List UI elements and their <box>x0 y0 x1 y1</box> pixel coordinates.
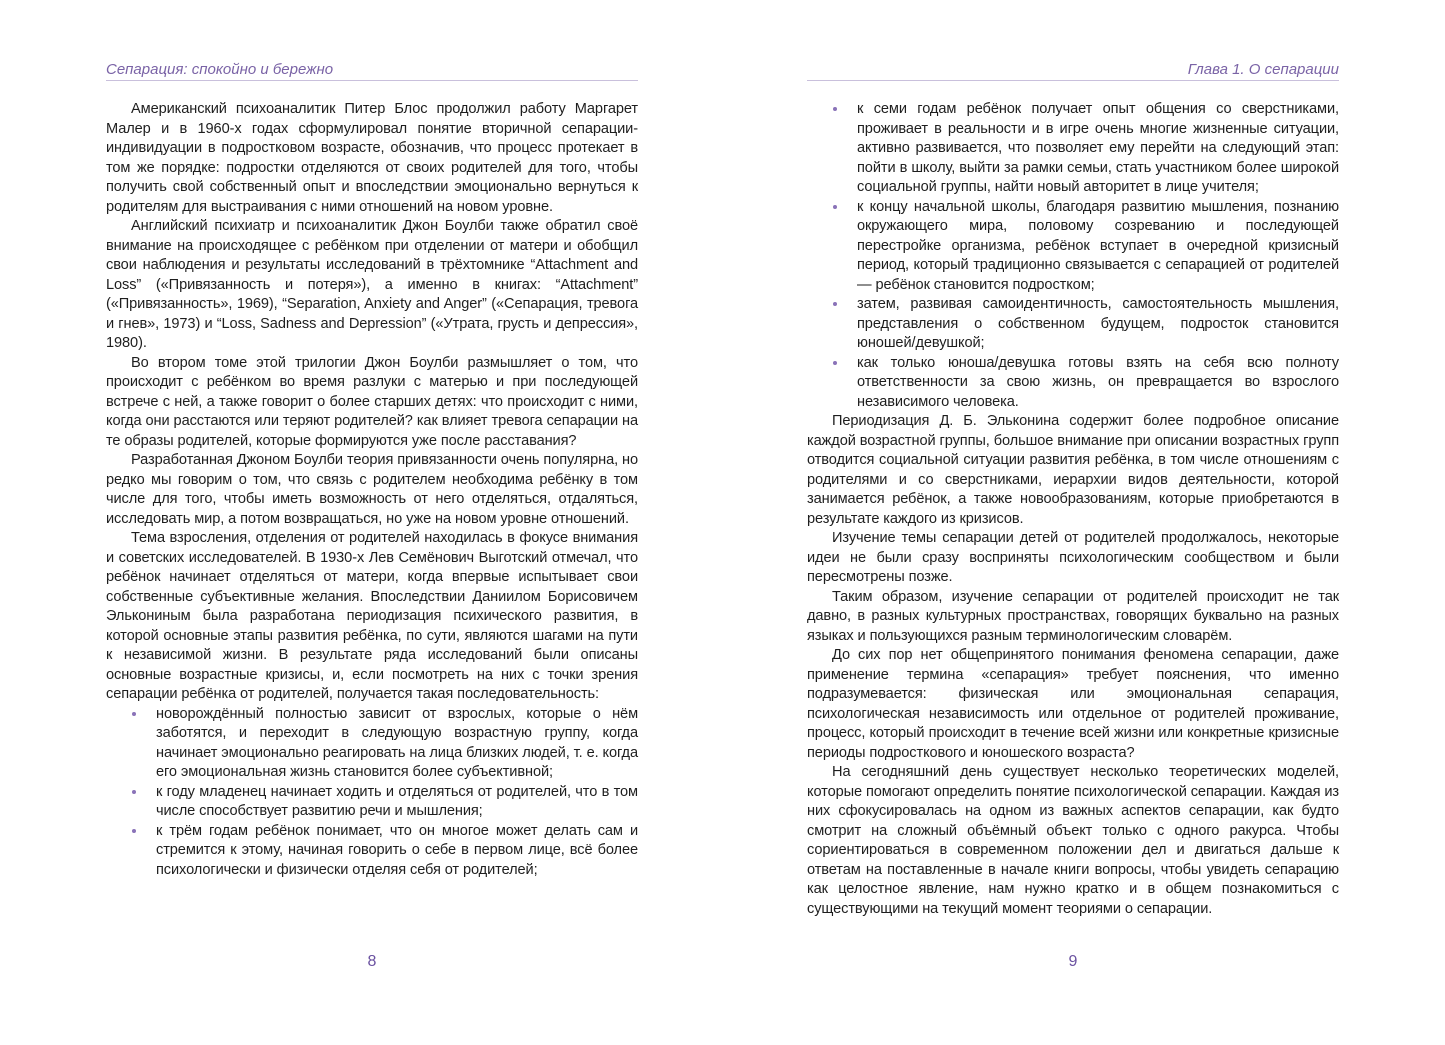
bullet-list <box>106 705 638 881</box>
list-item-text: как только юноша/девушка готовы взять на себя всю полноту ответственности за свою жизнь, он превращается во взрослого независимого человека. <box>857 354 1339 410</box>
right-body-text <box>807 100 1339 919</box>
right-running-head: Глава 1. О сепарации <box>807 60 1339 81</box>
paragraph: Изучение темы сепарации детей от родителей продолжалось, некоторые идеи не были сразу восприняты психологическим сообществом и были пересмотрены позже. <box>807 530 1339 585</box>
left-page-number <box>106 953 638 971</box>
list-item-text: к концу начальной школы, благодаря развитию мышления, познанию окружающего мира, половому созреванию и последующей перестройке организма, ребёнок вступает в очередной кризисный период, который традиционно связывается с сепарацией от родителей — ребёнок становится подростком; <box>857 198 1339 293</box>
list-item <box>106 822 638 881</box>
list-item-text: новорождённый полностью зависит от взрослых, которые о нём заботятся, и переходит в следующую возрастную группу, когда начинает эмоционально реагировать на лица близких людей, т. е. когда его эмоциональная жизнь становится более субъективной; <box>156 705 638 780</box>
left-page <box>106 0 638 1045</box>
paragraph: До сих пор нет общепринятого понимания феномена сепарации, даже применение термина «сепарация» требует пояснения, что именно подразумевается: физическая или эмоциональная сепарация, психологическая независимость или отдельное от родителей проживание, процесс, который происходит в течение всей жизни или конкретные кризисные периоды подросткового и юношеского возраста? <box>807 647 1339 761</box>
paragraph: Периодизация Д. Б. Эльконина содержит более подробное описание каждой возрастной группы, большое внимание при описании возрастных групп отводится социальной ситуации развития ребёнка, в том числе отношениям с родителями и со сверстниками, иерархии видов деятельности, которой занимается ребёнок, а также новообразованиям, которые приобретаются в результате каждого из кризисов. <box>807 413 1339 527</box>
list-item-text: к семи годам ребёнок получает опыт общения со сверстниками, проживает в реальности и в игре очень многие жизненные ситуации, активно развивается, что позволяет ему перейти на следующий этап: пойти в школу, выйти за рамки семьи, стать участником более широкой социальной группы, найти новый авторитет в лице учителя; <box>857 101 1339 195</box>
paragraph: На сегодняшний день существует несколько теоретических моделей, которые помогают определить понятие психологической сепарации. Каждая из них сфокусировалась на одном из важных аспектов сепарации, как будто смотрит на сложный объёмный объект только с одного ракурса. Чтобы сориентироваться в современном положении дел и двигаться дальше к ответам на поставленные в начале книги вопросы, чтобы увидеть сепарацию как целостное явление, нам нужно кратко и в общем познакомиться с существующими на текущий момент теориями о сепарации. <box>807 764 1339 917</box>
list-item-text: к трём годам ребёнок понимает, что он многое может делать сам и стремится к этому, начиная говорить о себе в первом лице, всё более психологически и физически отделяя себя от родителей; <box>156 822 638 878</box>
list-item-text: к году младенец начинает ходить и отделяться от родителей, что в том числе способствует развитию речи и мышления; <box>156 783 638 819</box>
right-page <box>807 0 1339 1045</box>
page-number-value: 8 <box>367 953 377 970</box>
list-item <box>807 100 1339 198</box>
left-running-head: Сепарация: спокойно и бережно <box>106 60 638 81</box>
paragraph: Таким образом, изучение сепарации от родителей происходит не так давно, в разных культурных пространствах, говорящих буквально на разных языках и пользующихся разным терминологическим словарём. <box>807 588 1339 644</box>
right-page-number <box>807 953 1339 971</box>
bullet-dot-icon <box>833 361 837 365</box>
bullet-dot-icon <box>833 107 837 111</box>
list-item <box>807 354 1339 413</box>
paragraph: Во втором томе этой трилогии Джон Боулби размышляет о том, что происходит с ребёнком во время разлуки с матерью и при последующей встрече с ней, а также говорит о более старших детях: что происходит с ними, когда они расстаются или теряют родителей? как влияет тревога сепарации на те образы родителей, которые формируются уже после расставания? <box>106 354 638 449</box>
bullet-dot-icon <box>833 302 837 306</box>
list-item <box>807 295 1339 354</box>
left-body-text <box>106 100 638 880</box>
list-item-text: затем, развивая самоидентичность, самостоятельность мышления, представления о собственном будущем, подросток становится юношей/девушкой; <box>857 296 1339 351</box>
list-item <box>106 705 638 783</box>
bullet-dot-icon <box>132 712 136 716</box>
list-item <box>106 783 638 822</box>
paragraph: Разработанная Джоном Боулби теория привязанности очень популярна, но редко мы говорим о том, что связь с родителем необходима ребёнку в том числе для того, чтобы иметь возможность от него отделяться, отдаляться, исследовать мир, а потом возвращаться, но уже на новом уровне отношений. <box>106 452 638 527</box>
bullet-dot-icon <box>132 829 136 833</box>
paragraph: Тема взросления, отделения от родителей находилась в фокусе внимания и советских исследователей. В 1930-х Лев Семёнович Выготский отмечал, что ребёнок начинает отделяться от матери, когда впервые испытывает свои собственные субъективные желания. Впоследствии Даниилом Борисовичем Элькониным была разработана периодизация психического развития, в которой основные этапы развития ребёнка, по сути, являются шагами на пути к независимой жизни. В результате ряда исследований были описаны основные возрастные кризисы, и, если посмотреть на них с точки зрения сепарации ребёнка от родителей, получается такая последовательность: <box>106 530 638 702</box>
bullet-list <box>807 100 1339 412</box>
paragraph: Английский психиатр и психоаналитик Джон Боулби также обратил своё внимание на происходящее с ребёнком при отделении от матери и обобщил свои наблюдения и результаты исследований в трёхтомнике “Attachment and Loss” («Привязанность и потеря»), а именно в книгах: “Attachment” («Привязанность», 1969), “Separation, Anxiety and Anger” («Сепарация, тревога и гнев», 1973) и “Loss, Sadness and Depression” («Утрата, грусть и депрессия», 1980). <box>106 218 638 351</box>
list-item <box>807 198 1339 296</box>
page-number-value: 9 <box>1068 953 1078 970</box>
paragraph: Американский психоаналитик Питер Блос продолжил работу Маргарет Малер и в 1960-х годах сформулировал понятие вторичной сепарации-индивидуации в подростковом возрасте, обозначив, что процесс протекает в том же порядке: подростки отделяются от своих родителей для того, чтобы получить свой собственный опыт и впоследствии эмоционально вернуться к родителям для выстраивания с ними отношений на новом уровне. <box>106 101 638 215</box>
bullet-dot-icon <box>833 205 837 209</box>
bullet-dot-icon <box>132 790 136 794</box>
